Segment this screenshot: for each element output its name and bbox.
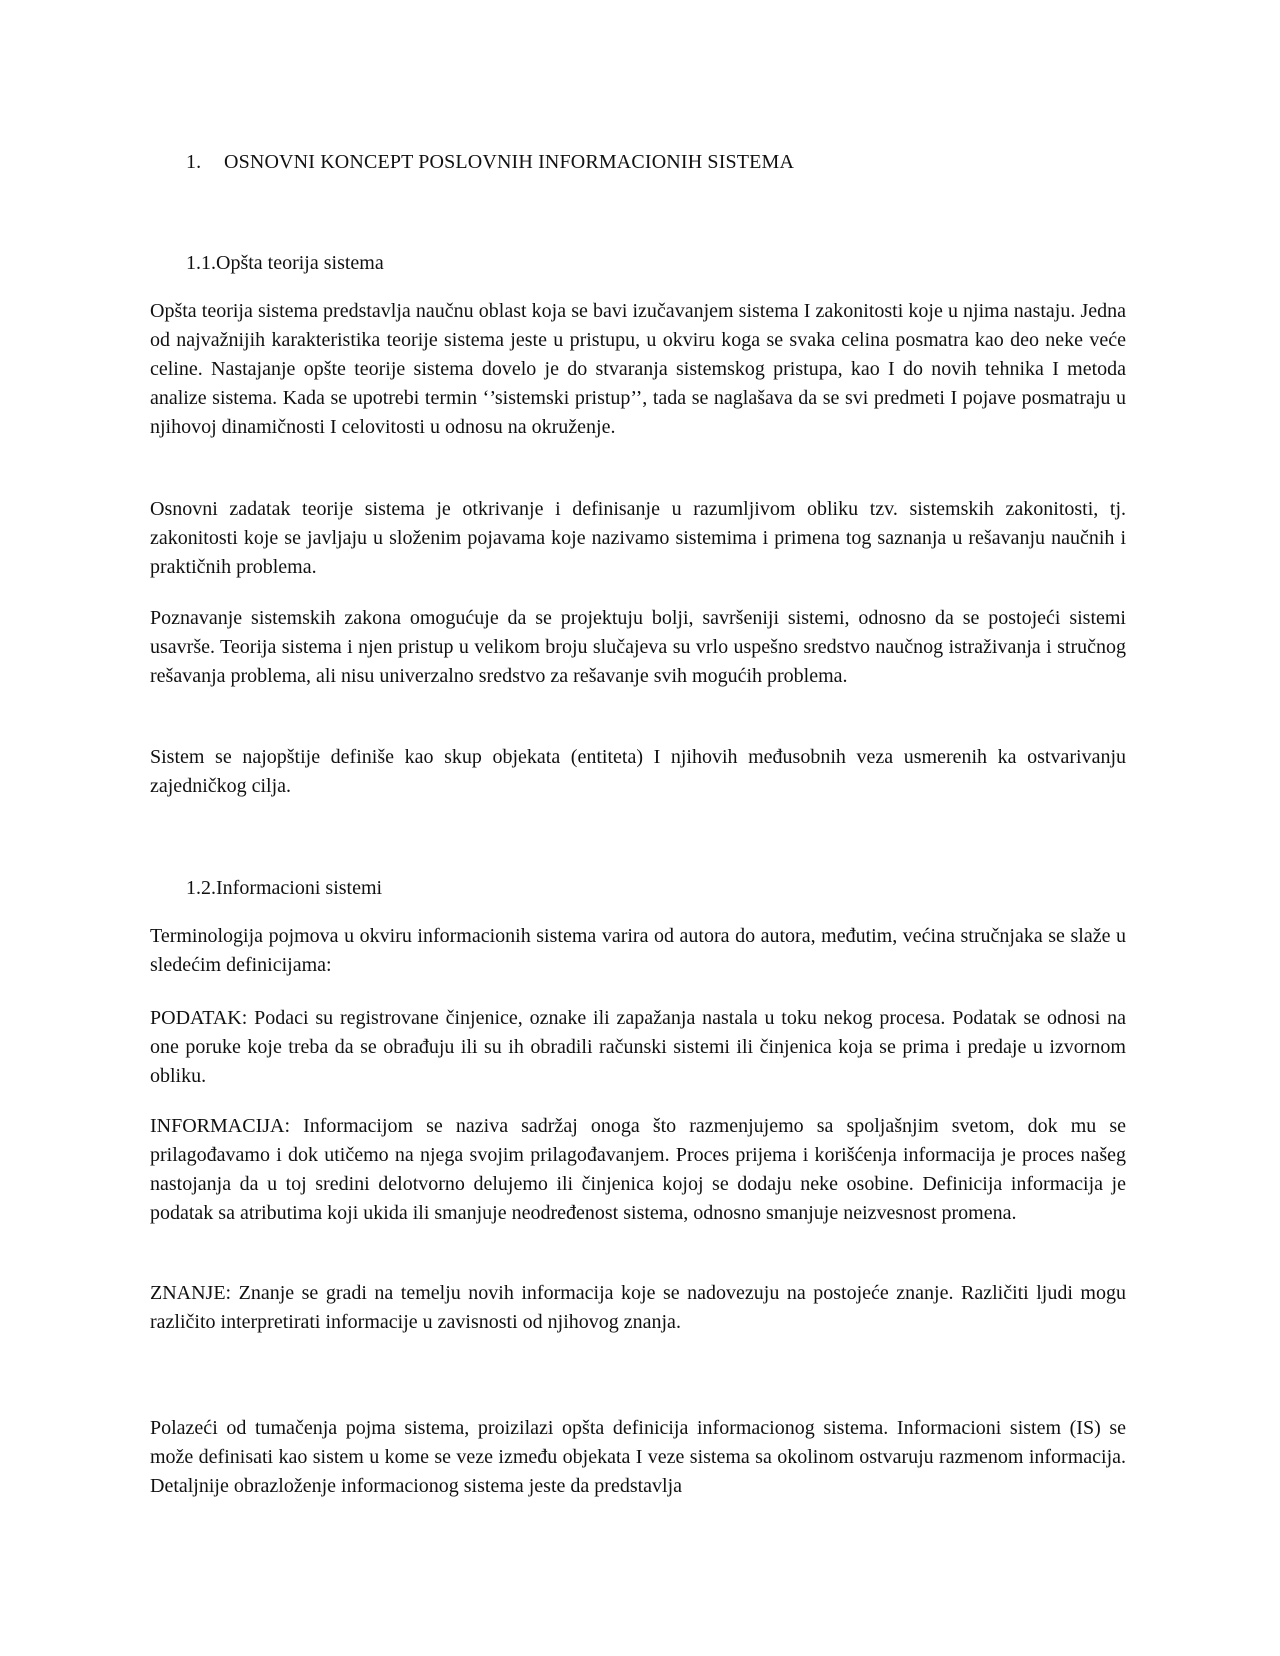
paragraph-system-laws: Poznavanje sistemskih zakona omogućuje da se projektuju bolji, savršeniji sistemi, odnosno da se postojeći sistemi usavrše. Teorija sistema i njen pristup u velikom broju slučajeva su vrlo uspešno sredstvo naučnog istraživanja i stručnog rešavanja problema, ali nisu univerzalno sredstvo za rešavanje svih mogućih problema. <box>150 607 1126 687</box>
paragraph-system-definition: Sistem se najopštije definiše kao skup objekata (entiteta) I njihovih međusobnih veza usmerenih ka ostvarivanju zajedničkog cilja. <box>150 746 1126 797</box>
paragraph-basic-task: Osnovni zadatak teorije sistema je otkrivanje i definisanje u razumljivom obliku tzv. sistemskih zakonitosti, tj. zakonitosti koje se javljaju u složenim pojavama koje nazivamo sistemima i primena tog saznanja u rešavanju naučnih i praktičnih problema. <box>150 498 1126 578</box>
paragraph-podatak: PODATAK: Podaci su registrovane činjenice, oznake ili zapažanja nastala u toku nekog procesa. Podatak se odnosi na one poruke koje treba da se obrađuju ili su ih obradili računski sistemi ili činjenica koja se prima i predaje u izvornom obliku. <box>150 1007 1126 1087</box>
paragraph-general-systems-theory: Opšta teorija sistema predstavlja naučnu oblast koja se bavi izučavanjem sistema I zakonitosti koje u njima nastaju. Jedna od najvažnijih karakteristika teorije sistema jeste u pristupu, u okviru koga se svaka celina posmatra kao deo neke veće celine. Nastajanje opšte teorije sistema dovelo je do stvaranja sistemskog pristupa, kao I do novih tehnika I metoda analize sistema. Kada se upotrebi termin ‘’sistemski pristup’’, tada se naglašava da se svi predmeti I pojave posmatraju u njihovoj dinamičnosti I celovitosti u odnosu na okruženje. <box>150 300 1126 438</box>
paragraph-znanje: ZNANJE: Znanje se gradi na temelju novih informacija koje se nadovezuju na postojeće znanje. Različiti ljudi mogu različito interpretirati informacije u zavisnosti od njihovog znanja. <box>150 1282 1126 1333</box>
section-heading-1-1: 1.1.Opšta teorija sistema <box>186 252 384 274</box>
paragraph-informacija: INFORMACIJA: Informacijom se naziva sadržaj onoga što razmenjujemo sa spoljašnjim svetom, dok mu se prilagođavamo i dok utičemo na njega svojim prilagođavanjem. Proces prijema i korišćenja informacija je proces našeg nastojanja da u toj sredini delotvorno delujemo ili činjenica kojoj se dodaju neke osobine. Definicija informacija je podatak sa atributima koji ukida ili smanjuje neodređenost sistema, odnosno smanjuje neizvesnost promena. <box>150 1115 1126 1224</box>
paragraph-terminology: Terminologija pojmova u okviru informacionih sistema varira od autora do autora, međutim, većina stručnjaka se slaže u sledećim definicijama: <box>150 925 1126 976</box>
section-heading-1-2: 1.2.Informacioni sistemi <box>186 877 383 899</box>
chapter-heading <box>186 149 794 175</box>
chapter-number: 1. <box>186 151 202 173</box>
paragraph-is-definition: Polazeći od tumačenja pojma sistema, proizilazi opšta definicija informacionog sistema. Informacioni sistem (IS) se može definisati kao sistem u kome se veze između objekata I veze sistema sa okolinom ostvaruju razmenom informacija. Detaljnije obrazloženje informacionog sistema jeste da predstavlja <box>150 1417 1126 1497</box>
chapter-title: OSNOVNI KONCEPT POSLOVNIH INFORMACIONIH SISTEMA <box>224 151 795 173</box>
